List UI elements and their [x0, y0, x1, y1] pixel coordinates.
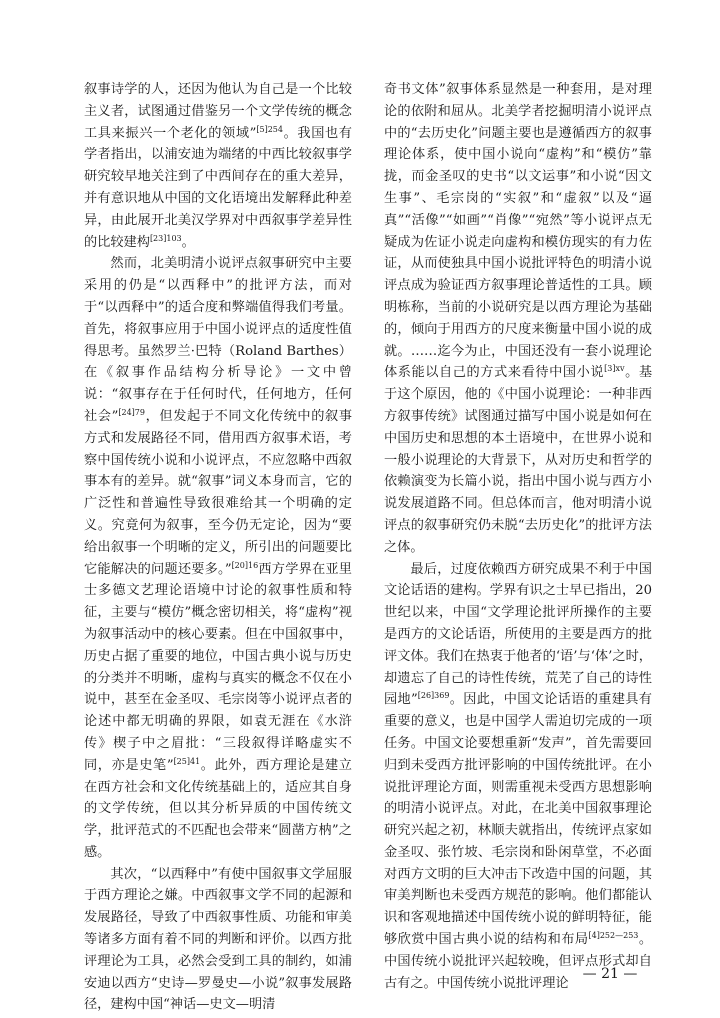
paragraph-text: 。因此，中国文论话语的重建具有重要的意义，也是中国学人需迫切完成的一项任务。中国文论要想重新“发声”，首先需要回归到未受西方批评影响的中国传统批评。在小说批评理论方面，则需重视未受西方思想影响的明清小说评点。对此，在北美中国叙事理论研究兴起之初，林顺夫就指出，传统评点家如金圣叹、张竹坡、毛宗岗和卧闲草堂，不必面对西方文明的巨大冲击下改造中国的问题，其审美判断也未受西方规范的影响。他们都能认识和客观地描述中国传统小说的鲜明特征，能够欣赏中国古典小说的结构和布局 — [384, 692, 652, 948]
paragraph-text: 其次，“以西释中”有使中国叙事文学屈服于西方理论之嫌。中西叙事文学不同的起源和发展路径，导致了中西叙事性质、功能和审美等诸多方面有着不同的判断和评价。以西方批评理论为工具，必然会受到工具的制约，如浦安迪以西方“史诗—罗曼史—小说”叙事发展路径，建构中国“神话—史文—明清 — [84, 866, 352, 1013]
citation-reference: [23]103 — [149, 233, 182, 243]
paragraph — [384, 559, 652, 995]
right-column — [384, 79, 652, 994]
paragraph — [384, 79, 652, 559]
paragraph-text: 。我国也有学者指出，以浦安迪为端绪的中西比较叙事学研究较早地关注到了中西间存在的重大差异，并有意识地从中国的文化语境出发解释此种差异，由此展开北美汉学界对中西叙事学差异性的比较建构 — [84, 125, 352, 250]
left-column — [84, 79, 352, 1016]
paragraph-text: 最后，过度依赖西方研究成果不利于中国文论话语的建构。学界有识之士早已指出，20世纪以来，中国“文学理论批评所操作的主要是西方的文论话语，所使用的主要是西方的批评文体。我们在热衷于他者的‘语’与‘体’之时，却遗忘了自己的诗性传统，荒芜了自己的诗性园地” — [384, 561, 652, 708]
page-number: — 21 — — [582, 966, 638, 982]
paragraph-text: 。此外，西方理论是建立在西方社会和文化传统基础上的，适应其自身的文学传统，但以其分析异质的中国传统文学，批评范式的不匹配也会带来“圆凿方枘”之感。 — [84, 757, 352, 860]
paragraph — [84, 253, 352, 863]
paragraph-text: 。基于这个原因，他的《中国小说理论：一种非西方叙事传统》试图通过描写中国小说是如何在中国历史和思想的本土语境中，在世界小说和一般小说理论的大背景下，从对历史和哲学的依赖演变为长篇小说，指出中国小说与西方小说发展道路不同。但总体而言，他对明清小说评点的叙事研究仍未脱“去历史化”的批评方法之体。 — [384, 365, 653, 555]
citation-reference: [4]252—253 — [588, 931, 639, 941]
citation-reference: [20]16 — [231, 560, 259, 570]
paragraph-text: 。中国传统小说批评兴起较晚，但评点形式却自古有之。中国传统小说批评理论 — [384, 932, 653, 991]
citation-reference: [25]41 — [173, 756, 201, 766]
citation-reference: [5]254 — [256, 124, 283, 134]
citation-reference: [24]79 — [118, 407, 145, 417]
paragraph — [84, 79, 352, 253]
paragraph — [84, 864, 352, 1017]
citation-reference: [26]369 — [417, 691, 450, 701]
paragraph-text: ，但发起于不同文化传统中的叙事方式和发展路径不同，借用西方叙事术语，考察中国传统小说和小说评点，不应忽略中西叙事本有的差异。就“叙事”词义本身而言，它的广泛性和普遍性导致很难给其一个明确的定义。究竟何为叙事，至今仍无定论，因为“要给出叙事一个明晰的定义，所引出的问题要比它能解决的问题还要多。” — [84, 408, 353, 577]
citation-reference: [3]xv — [604, 364, 625, 374]
paragraph-text: 然而，北美明清小说评点叙事研究中主要采用的仍是“以西释中”的批评方法，而对于“以西释中”的适合度和弊端值得我们考量。首先，将叙事应用于中国小说评点的适度性值得思考。虽然罗兰·巴特（Roland Barthes）在《叙事作品结构分析导论》一文中曾说：“叙事存在于任何时代，任何地方，任何社会” — [84, 256, 352, 424]
paragraph-text: 西方学界在亚里士多德文艺理论语境中讨论的叙事性质和特征，主要与“模仿”概念密切相关，将“虚构”视为叙事活动中的核心要素。但在中国叙事中，历史占据了重要的地位，中国古典小说与历史的分类并不明晰，虚构与真实的概念不仅在小说中，甚至在金圣叹、毛宗岗等小说评点者的论述中都无明确的界限，如袁无涯在《水浒传》楔子中之眉批：“三段叙得详略虚实不同，亦是史笔” — [84, 561, 352, 773]
paragraph-text: 。 — [181, 234, 195, 250]
paragraph-text: 叙事诗学的人，还因为他认为自己是一个比较主义者，试图通过借鉴另一个文学传统的概念工具来振兴一个老化的领域” — [84, 82, 352, 141]
paragraph-text: 奇书文体”叙事体系显然是一种套用，是对理论的依附和屈从。北美学者挖掘明清小说评点中的“去历史化”问题主要也是遵循西方的叙事理论体系，使中国小说向“虚构”和“模仿”靠拢，而金圣叹的史书“以文运事”和小说“因文生事”、毛宗岗的“实叙”和“虚叙”以及“逼真”“活像”“如画”“肖像”“宛然”等小说评点无疑成为佐证小说走向虚构和模仿现实的有力佐证，从而使独具中国小说批评特色的明清小说评点成为验证西方叙事理论普适性的工具。顾明栋称，当前的小说研究是以西方理论为基础的，倾向于用西方的尺度来衡量中国小说的成就。……迄今为止，中国还没有一套小说理论体系能以自己的方式来看待中国小说 — [384, 82, 652, 381]
